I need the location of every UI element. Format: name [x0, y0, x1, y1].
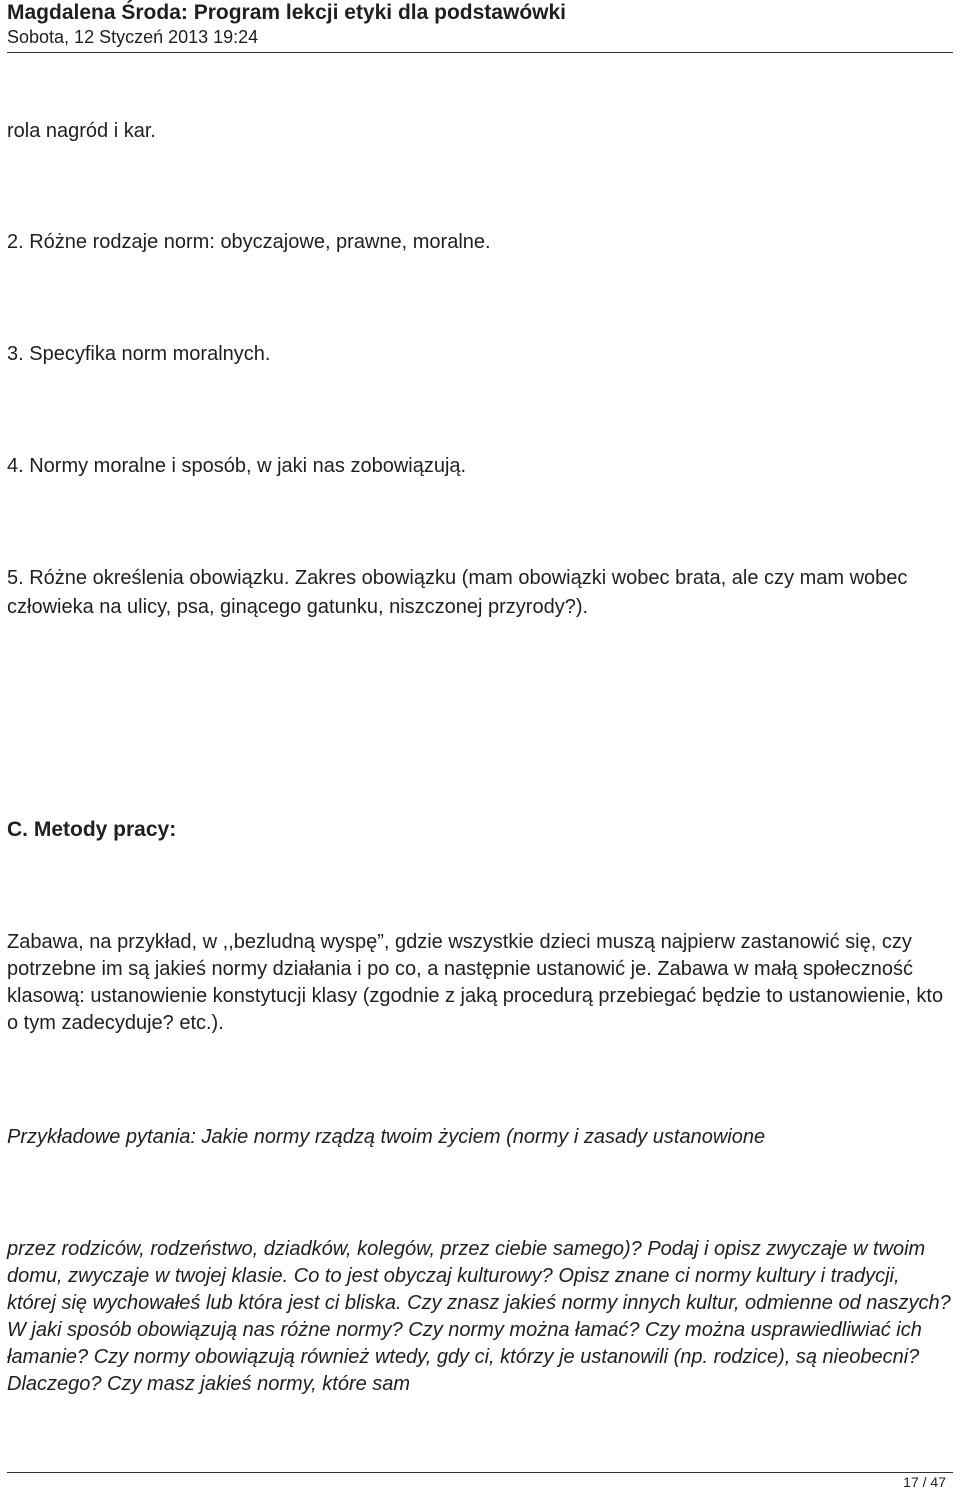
paragraph-duty-definitions: 5. Różne określenia obowiązku. Zakres obowiązku (mam obowiązki wobec brata, ale czy mam wobec człowieka na ulicy, psa, ginącego gatunku, niszczonej przyrody?). — [7, 567, 908, 618]
paragraph-sample-questions: przez rodziców, rodzeństwo, dziadków, kolegów, przez ciebie samego)? Podaj i opisz zwyczaje w twoim domu, zwyczaje w twojej klasie. Co to jest obyczaj kulturowy? Opisz znane ci normy kultury i tradycji, której się wychowałeś lub która jest ci bliska. Czy znasz jakieś normy innych kultur, odmienne od naszych? W jaki sposób obowiązują nas różne normy? Czy normy można łamać? Czy można usprawiedliwiać ich łamanie? Czy normy obowiązują również wtedy, gdy ci, którzy je ustanowili (np. rodzice), są nieobecni? Dlaczego? Czy masz jakieś normy, które sam — [7, 1238, 951, 1395]
paragraph-norm-types: 2. Różne rodzaje norm: obyczajowe, prawne, moralne. — [7, 231, 491, 253]
section-heading-methods: C. Metody pracy: — [7, 818, 177, 841]
document-title: Magdalena Środa: Program lekcji etyki dla podstawówki — [7, 1, 566, 24]
paragraph-sample-questions-intro: Przykładowe pytania: Jakie normy rządzą twoim życiem (normy i zasady ustanowione — [7, 1126, 766, 1148]
paragraph-moral-norms-specificity: 3. Specyfika norm moralnych. — [7, 343, 271, 365]
paragraph-rewards-punishments: rola nagród i kar. — [7, 120, 156, 142]
paragraph-moral-norms-obligation: 4. Normy moralne i sposób, w jaki nas zobowiązują. — [7, 455, 467, 477]
document-date: Sobota, 12 Styczeń 2013 19:24 — [7, 27, 259, 47]
page-number: 17 / 47 — [903, 1474, 946, 1490]
footer-divider — [7, 1472, 953, 1473]
paragraph-methods: Zabawa, na przykład, w ,,bezludną wyspę”, gdzie wszystkie dzieci muszą najpierw zastanowić się, czy potrzebne im są jakieś normy działania i po co, a następnie ustanowić je. Zabawa w małą społeczność klasową: ustanowienie konstytucji klasy (zgodnie z jaką procedurą przebiegać będzie to ustanowienie, kto o tym zadecyduje? etc.). — [7, 931, 944, 1034]
header-divider — [7, 52, 953, 53]
